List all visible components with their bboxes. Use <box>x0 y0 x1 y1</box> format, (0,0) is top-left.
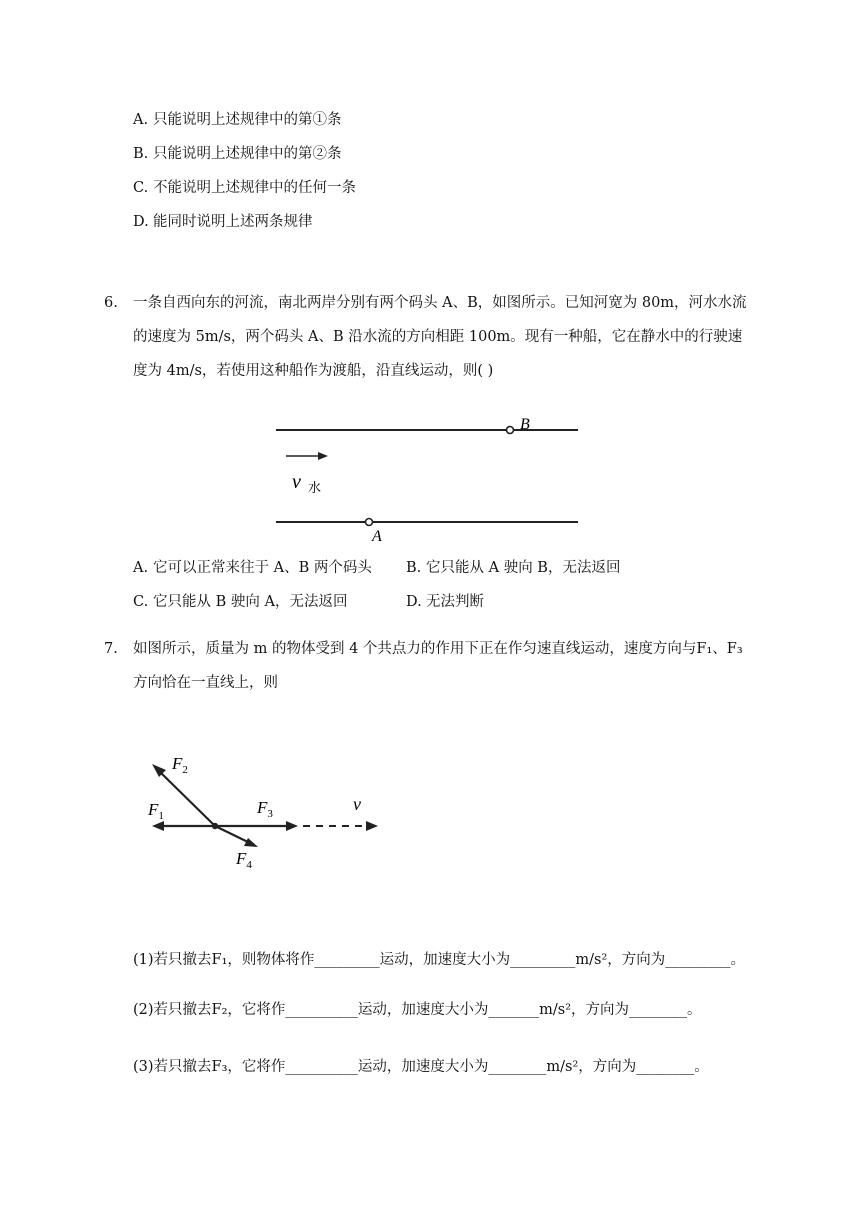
option-letter: A. <box>133 112 149 128</box>
option-letter: B. <box>133 146 149 162</box>
water-velocity-v: v <box>292 471 301 493</box>
option-text: 无法判断 <box>426 594 484 610</box>
q6-number: 6. <box>104 295 118 311</box>
f4-arrow-line <box>215 826 250 843</box>
option-text: 它只能从 A 驶向 B，无法返回 <box>426 560 621 576</box>
q6-option-a <box>133 558 372 578</box>
q6-option-b <box>406 558 620 578</box>
q5-option-b <box>133 144 342 164</box>
q6-stem-line-2: 的速度为 5m/s，两个码头 A、B 沿水流的方向相距 100m。现有一种船，它在静水中的行驶速 <box>133 329 743 345</box>
f1-arrowhead <box>152 821 164 831</box>
q7-stem-line-1: 如图所示，质量为 m 的物体受到 4 个共点力的作用下正在作匀速直线运动，速度方向与F₁、F₃ <box>133 641 743 657</box>
f3-label: $F_3$ <box>257 798 273 820</box>
dock-b-label: B <box>520 416 530 433</box>
q7-force-figure <box>140 748 390 873</box>
q6-option-d <box>406 592 484 612</box>
q6-stem-line-1: 一条自西向东的河流，南北两岸分别有两个码头 A、B，如图所示。已知河宽为 80m，河水水流 <box>133 295 747 311</box>
water-velocity-subscript: 水 <box>308 480 322 495</box>
dock-a-label: A <box>372 528 382 545</box>
q5-option-a <box>133 110 342 130</box>
f4-label: $F_4$ <box>236 849 252 871</box>
option-letter: C. <box>133 594 149 610</box>
q6-stem-line-3: 度为 4m/s，若使用这种船作为渡船，沿直线运动，则( ) <box>133 363 494 379</box>
option-text: 只能说明上述规律中的第①条 <box>153 112 342 128</box>
f1-label: $F_1$ <box>148 800 164 822</box>
f3-arrowhead <box>286 821 298 831</box>
q7-number: 7. <box>104 641 118 657</box>
option-letter: C. <box>133 180 149 196</box>
water-velocity-arrowhead <box>318 452 328 460</box>
q5-option-d <box>133 212 313 232</box>
dock-a-marker <box>366 519 373 526</box>
q6-river-figure <box>270 410 590 545</box>
q6-option-c <box>133 592 347 612</box>
q7-subquestion-3: (3)若只撤去F₃，它将作__________运动，加速度大小为________m/s²，方向为________。 <box>133 1059 709 1075</box>
object-point <box>212 823 218 829</box>
option-text: 不能说明上述规律中的任何一条 <box>153 180 356 196</box>
option-letter: D. <box>406 594 422 610</box>
option-letter: D. <box>133 214 149 230</box>
option-text: 只能说明上述规律中的第②条 <box>153 146 342 162</box>
q7-subquestion-1: (1)若只撤去F₁，则物体将作_________运动，加速度大小为_________m/s²，方向为_________。 <box>133 952 746 968</box>
q5-option-c <box>133 178 356 198</box>
f2-arrow-line <box>158 770 215 826</box>
option-letter: A. <box>133 560 149 576</box>
option-text: 它只能从 B 驶向 A，无法返回 <box>153 594 348 610</box>
option-text: 能同时说明上述两条规律 <box>153 214 313 230</box>
q7-stem-line-2: 方向恰在一直线上，则 <box>133 675 278 691</box>
option-text: 它可以正常来往于 A、B 两个码头 <box>153 560 372 576</box>
q7-subquestion-2: (2)若只撤去F₂，它将作__________运动，加速度大小为_______m/s²，方向为________。 <box>133 1002 702 1018</box>
dock-b-marker <box>507 427 514 434</box>
velocity-label: v <box>353 794 361 814</box>
f2-label: $F_2$ <box>172 754 188 776</box>
velocity-arrowhead <box>366 821 378 831</box>
option-letter: B. <box>406 560 422 576</box>
f4-arrowhead <box>244 838 258 847</box>
